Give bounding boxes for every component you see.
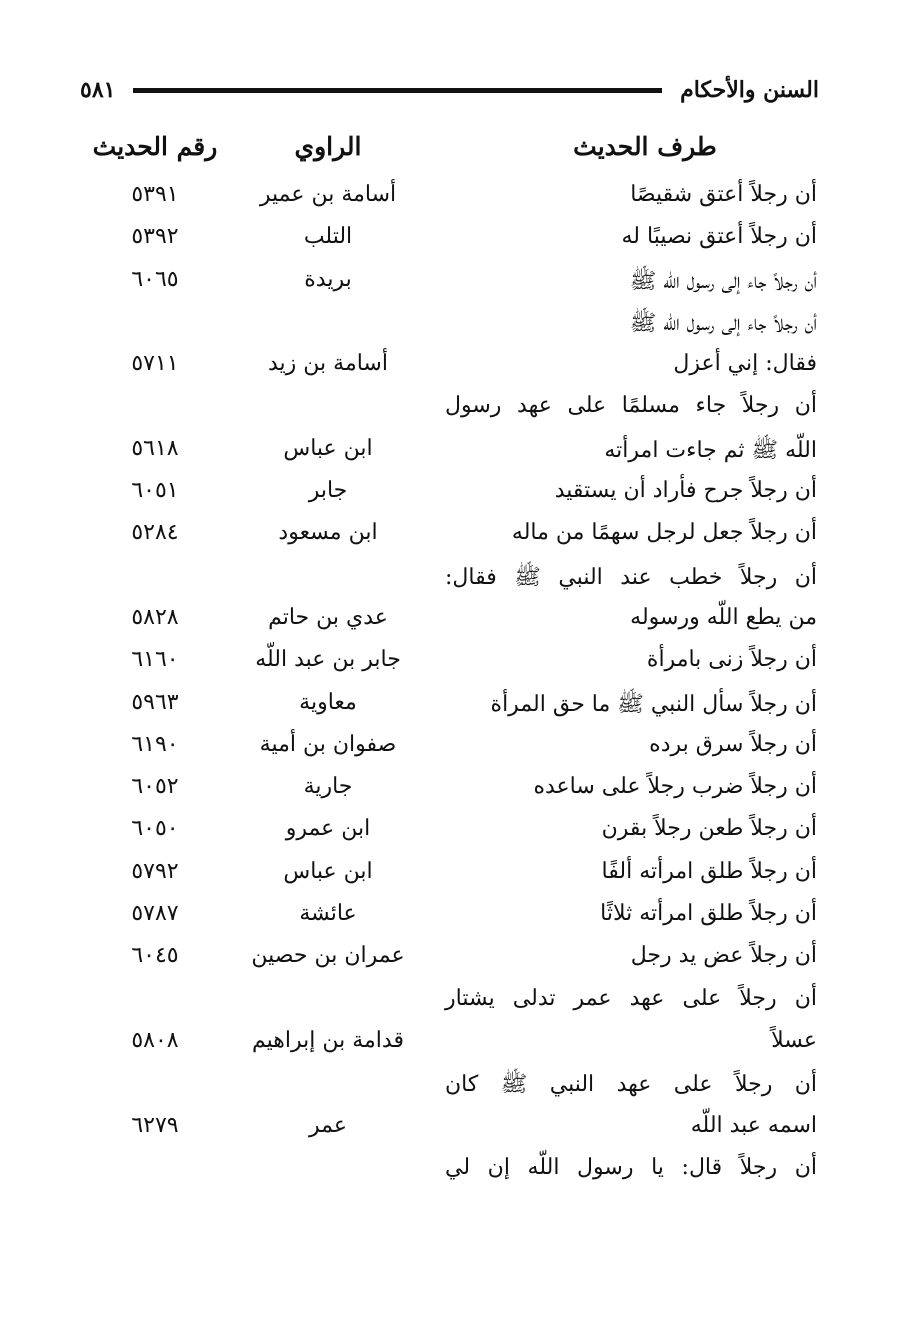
hadith-text: أن رجلاً جعل لرجل سهمًا من ماله (511, 520, 817, 546)
hadith-text: أن رجلاً عض يد رجل (630, 943, 817, 969)
hadith-text: فقال: إني أعزل (673, 351, 817, 377)
column-headers (0, 132, 919, 172)
column-header-number: رقم الحديث (92, 132, 218, 161)
table-row (0, 1151, 919, 1193)
table-row (0, 812, 919, 854)
rawi-name: عمران بن حصين (251, 943, 405, 969)
rawi-name: بريدة (304, 266, 352, 292)
hadith-text: أن رجلاً جاء إلى رسول اللّه ﷺ (629, 310, 817, 336)
table-row (0, 982, 919, 1024)
hadith-number: ٦١٩٠ (131, 731, 179, 757)
hadith-number: ٦٠٥١ (131, 478, 179, 504)
hadith-number: ٦٠٦٥ (131, 266, 179, 292)
rawi-name: عمر (309, 1112, 347, 1138)
table-row (0, 1024, 919, 1066)
hadith-number: ٥٧١١ (131, 351, 179, 377)
header-rule (133, 88, 662, 93)
column-header-rawi: الراوي (294, 132, 362, 161)
table-row (0, 897, 919, 939)
rawi-name: التلب (303, 224, 353, 250)
rawi-name: ابن مسعود (278, 520, 378, 546)
rawi-name: جارية (303, 774, 353, 800)
rawi-name: عدي بن حاتم (268, 604, 388, 630)
hadith-text: أن رجلاً على عهد عمر تدلى يشتار (445, 985, 817, 1011)
hadith-text: أن رجلاً طلق امرأته ثلاثًا (600, 901, 817, 927)
table-row (0, 728, 919, 770)
rawi-name: أسامة بن عمير (259, 182, 397, 207)
index-table (0, 178, 919, 1193)
table-row (0, 1066, 919, 1108)
table-row (0, 855, 919, 897)
table-row (0, 559, 919, 601)
running-header (80, 70, 819, 110)
table-row (0, 389, 919, 431)
hadith-text: أن رجلاً جاء إلى رسول اللّه ﷺ (629, 268, 817, 294)
running-title: السنن والأحكام (680, 77, 819, 103)
rawi-name: جابر بن عبد اللّه (255, 647, 401, 673)
hadith-number: ٥٢٨٤ (131, 520, 179, 546)
hadith-text: أن رجلاً جاء مسلمًا على عهد رسول (445, 393, 817, 419)
hadith-number: ٥٣٩١ (131, 182, 179, 207)
hadith-number: ٦٢٧٩ (131, 1112, 179, 1138)
hadith-number: ٥٨٢٨ (131, 604, 179, 630)
page-number: ٥٨١ (80, 77, 116, 103)
hadith-text: عسلاً (771, 1027, 817, 1053)
rawi-name: ابن عباس (283, 858, 373, 884)
rawi-name: أسامة بن زيد (268, 351, 388, 377)
hadith-text: أن رجلاً طلق امرأته ألفًا (601, 858, 817, 884)
hadith-text: اسمه عبد اللّه (690, 1112, 817, 1138)
hadith-text: أن رجلاً قال: يا رسول اللّه إن لي (445, 1154, 817, 1180)
table-row (0, 305, 919, 347)
rawi-name: ابن عمرو (285, 816, 371, 842)
hadith-text: أن رجلاً جرح فأراد أن يستقيد (554, 478, 817, 504)
table-row (0, 220, 919, 262)
table-row (0, 516, 919, 558)
table-row (0, 601, 919, 643)
table-row (0, 939, 919, 981)
table-row (0, 263, 919, 305)
rawi-name: ابن عباس (283, 435, 373, 461)
rawi-name: معاوية (299, 689, 357, 715)
table-row (0, 1109, 919, 1151)
table-row (0, 686, 919, 728)
table-row (0, 347, 919, 389)
hadith-text: أن رجلاً ضرب رجلاً على ساعده (533, 774, 817, 800)
table-row (0, 178, 919, 220)
rawi-name: صفوان بن أمية (259, 731, 397, 757)
hadith-number: ٥٧٨٧ (131, 901, 179, 927)
rawi-name: عائشة (299, 901, 357, 927)
table-row (0, 432, 919, 474)
hadith-text: أن رجلاً أعتق نصيبًا له (621, 224, 817, 250)
table-row (0, 474, 919, 516)
hadith-number: ٥٨٠٨ (131, 1027, 179, 1053)
hadith-text: أن رجلاً سأل النبي ﷺ ما حق المرأة (490, 691, 817, 717)
hadith-number: ٥٦١٨ (131, 435, 179, 461)
table-row (0, 770, 919, 812)
hadith-number: ٦٠٥٠ (131, 816, 179, 842)
hadith-text: أن رجلاً خطب عند النبي ﷺ فقال: (445, 564, 817, 590)
hadith-text: أن رجلاً زنى بامرأة (646, 647, 817, 673)
hadith-number: ٥٣٩٢ (131, 224, 179, 250)
column-header-hadith: طرف الحديث (573, 132, 717, 161)
hadith-text: أن رجلاً سرق برده (649, 731, 817, 757)
hadith-text: أن رجلاً على عهد النبي ﷺ كان (445, 1072, 817, 1098)
hadith-text: اللّه ﷺ ثم جاءت امرأته (604, 437, 817, 463)
table-row (0, 643, 919, 685)
hadith-number: ٥٧٩٢ (131, 858, 179, 884)
hadith-text: أن رجلاً طعن رجلاً بقرن (601, 816, 817, 842)
hadith-number: ٦١٦٠ (131, 647, 179, 673)
hadith-text: من يطع اللّه ورسوله (630, 604, 817, 630)
rawi-name: قدامة بن إبراهيم (252, 1027, 404, 1053)
hadith-number: ٦٠٥٢ (131, 774, 179, 800)
hadith-number: ٥٩٦٣ (131, 689, 179, 715)
rawi-name: جابر (308, 478, 348, 504)
hadith-text: أن رجلاً أعتق شقيصًا (630, 182, 817, 207)
hadith-number: ٦٠٤٥ (131, 943, 179, 969)
